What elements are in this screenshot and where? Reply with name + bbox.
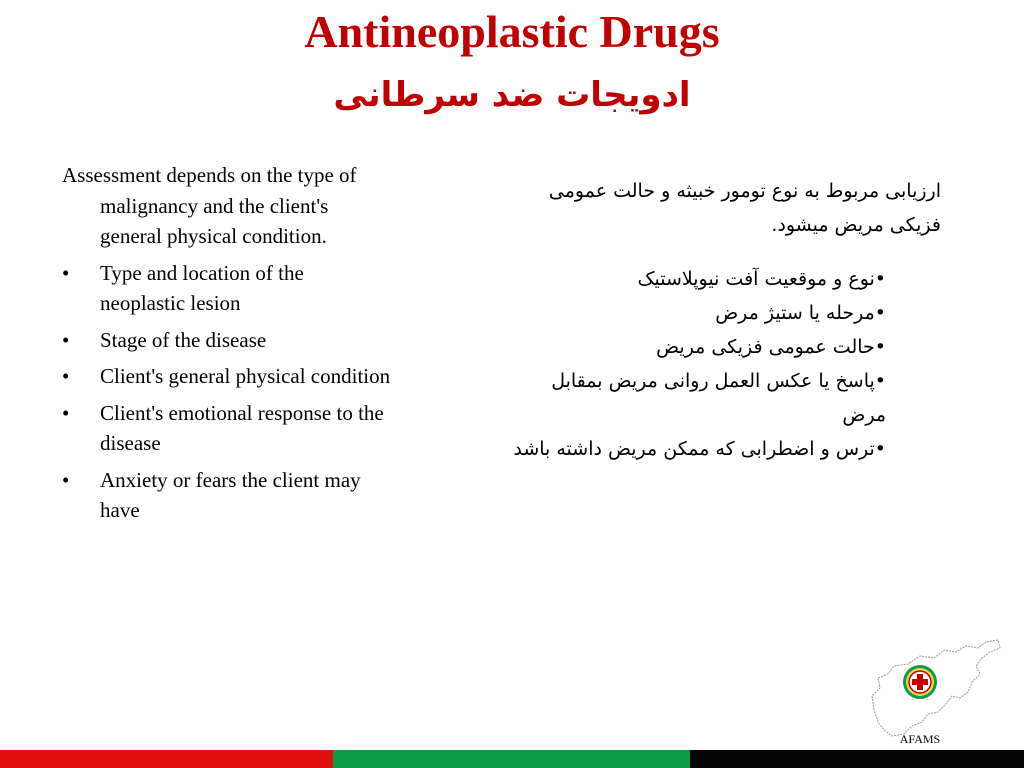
english-bullet-text: Anxiety or fears the client may have [100,467,361,522]
english-bullet-text: Type and location of the neoplastic lesion [100,260,304,315]
english-intro: Assessment depends on the type of malignancy and the client's general physical condition. [62,163,357,248]
bullet-icon: • [62,327,70,352]
red-bar-segment [0,750,333,768]
dari-content [505,174,941,466]
dari-intro: ارزیابی مربوط به نوع تومور خبیثه و حالت عمومی فزیکی مریض میشود. [548,180,941,236]
english-bullet-text: Client's emotional response to the disease [100,400,384,455]
bullet-icon: • [62,467,70,492]
dari-bullet-item: •حالت عمومی فزیکی مریض [656,336,886,358]
green-bar-segment [333,750,690,768]
bullet-icon: • [62,260,70,285]
dari-bullet-item: •مرحله یا ستیژ مرض [715,302,886,324]
afams-label: AFAMS [899,732,941,746]
emblem-icon [903,665,937,699]
english-bullet-item [62,325,392,356]
afghanistan-map-logo [868,638,1002,740]
flag-color-bar [0,750,1024,768]
slide-title: Antineoplastic Drugs [304,6,720,57]
english-bullet-list [62,258,392,526]
bullet-icon: • [62,400,70,425]
slide-subtitle: ادویجات ضد سرطانی [333,75,691,115]
dari-bullet-item: •نوع و موقعیت آفت نیوپلاستیک [637,268,886,290]
english-content [62,160,392,532]
black-bar-segment [690,750,1024,768]
english-bullet-item [62,258,392,319]
english-bullet-text: Stage of the disease [100,327,267,352]
english-bullet-item [62,398,392,459]
dari-bullet-list [505,262,941,466]
english-bullet-text: Client's general physical condition [100,364,391,388]
bullet-icon: • [62,364,70,388]
dari-bullet-item: •پاسخ یا عکس العمل روانی مریض بمقابل مرض [551,370,886,426]
dari-bullet-item: •ترس و اضطرابی که ممکن مریض داشته باشد [513,438,886,460]
english-bullet-item [62,361,392,392]
english-bullet-item [62,465,392,526]
country-outline [872,640,1000,736]
